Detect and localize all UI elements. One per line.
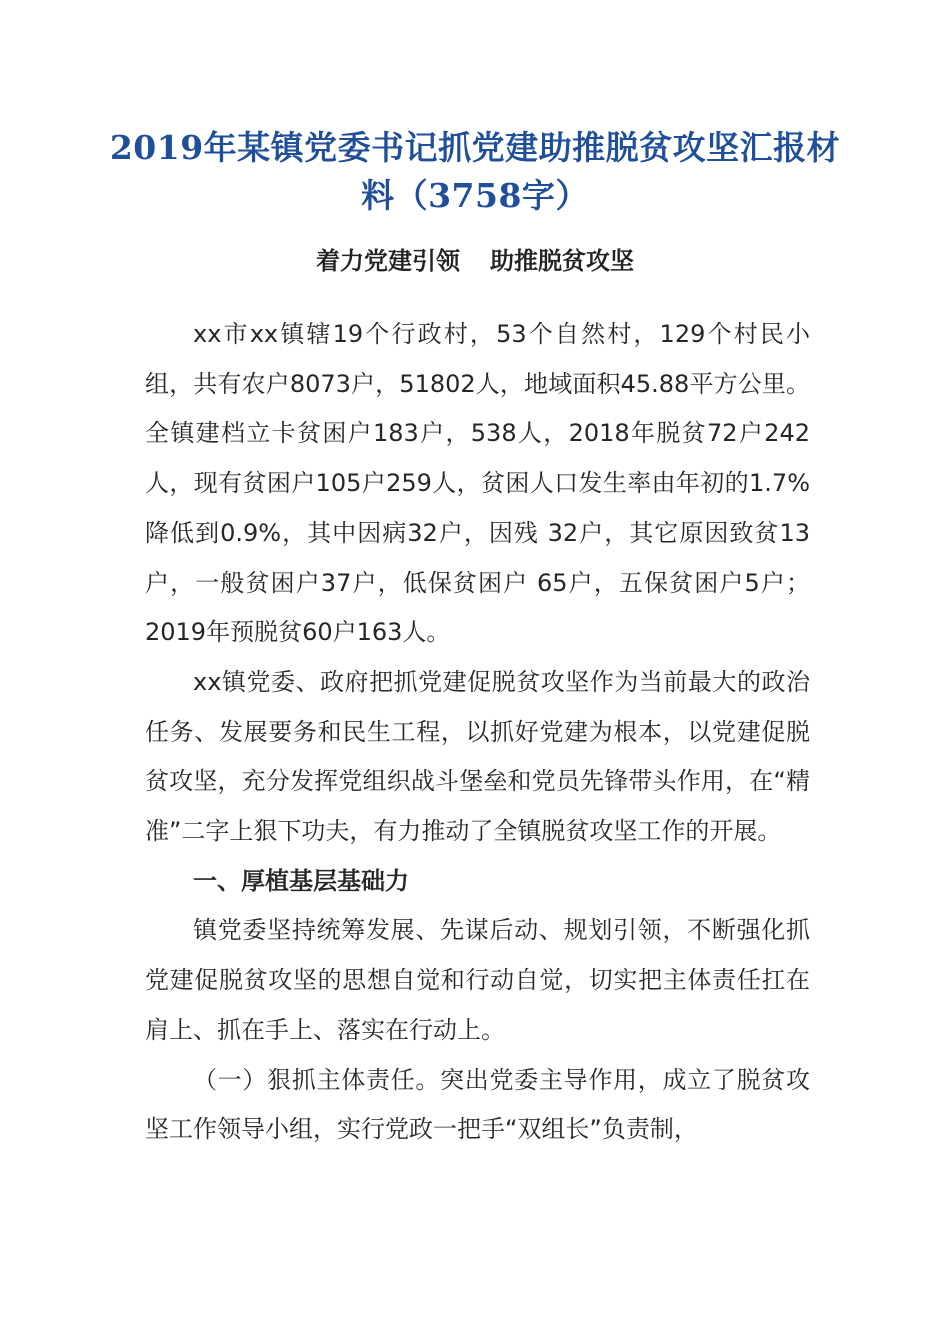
paragraph-overview: xx市xx镇辖19个行政村，53个自然村，129个村民小组，共有农户8073户，51802人，地域面积45.88平方公里。全镇建档立卡贫困户183户，538人，2018年脱贫72户242人，现有贫困户105户259人，贫困人口发生率由年初的1.7%降低到0.9%，其中因病32户，因残 32户，其它原因致贫13户，一般贫困户37户，低保贫困户 65户，五保贫困户5户；2019年预脱贫60户163人。 xyxy=(145,320,810,647)
document-subtitle xyxy=(100,243,850,279)
paragraph-subsection-1: （一）狠抓主体责任。突出党委主导作用，成立了脱贫攻坚工作领导小组，实行党政一把手“双组长”负责制， xyxy=(145,1065,810,1144)
paragraph-intro: xx镇党委、政府把抓党建促脱贫攻坚作为当前最大的政治任务、发展要务和民生工程，以抓好党建为根本，以党建促脱贫攻坚，充分发挥党组织战斗堡垒和党员先锋带头作用，在“精准”二字上狠下功夫，有力推动了全镇脱贫攻坚工作的开展。 xyxy=(145,667,810,846)
subtitle-left: 着力党建引领 xyxy=(316,247,460,275)
section-heading-1: 一、厚植基层基础力 xyxy=(193,866,409,895)
document-title: 2019年某镇党委书记抓党建助推脱贫攻坚汇报材料（3758字） xyxy=(109,128,841,215)
document-body xyxy=(145,310,810,1155)
paragraph-section-1: 镇党委坚持统筹发展、先谋后动、规划引领，不断强化抓党建促脱贫攻坚的思想自觉和行动自觉，切实把主体责任扛在肩上、抓在手上、落实在行动上。 xyxy=(145,916,810,1044)
subtitle-right: 助推脱贫攻坚 xyxy=(490,247,634,275)
